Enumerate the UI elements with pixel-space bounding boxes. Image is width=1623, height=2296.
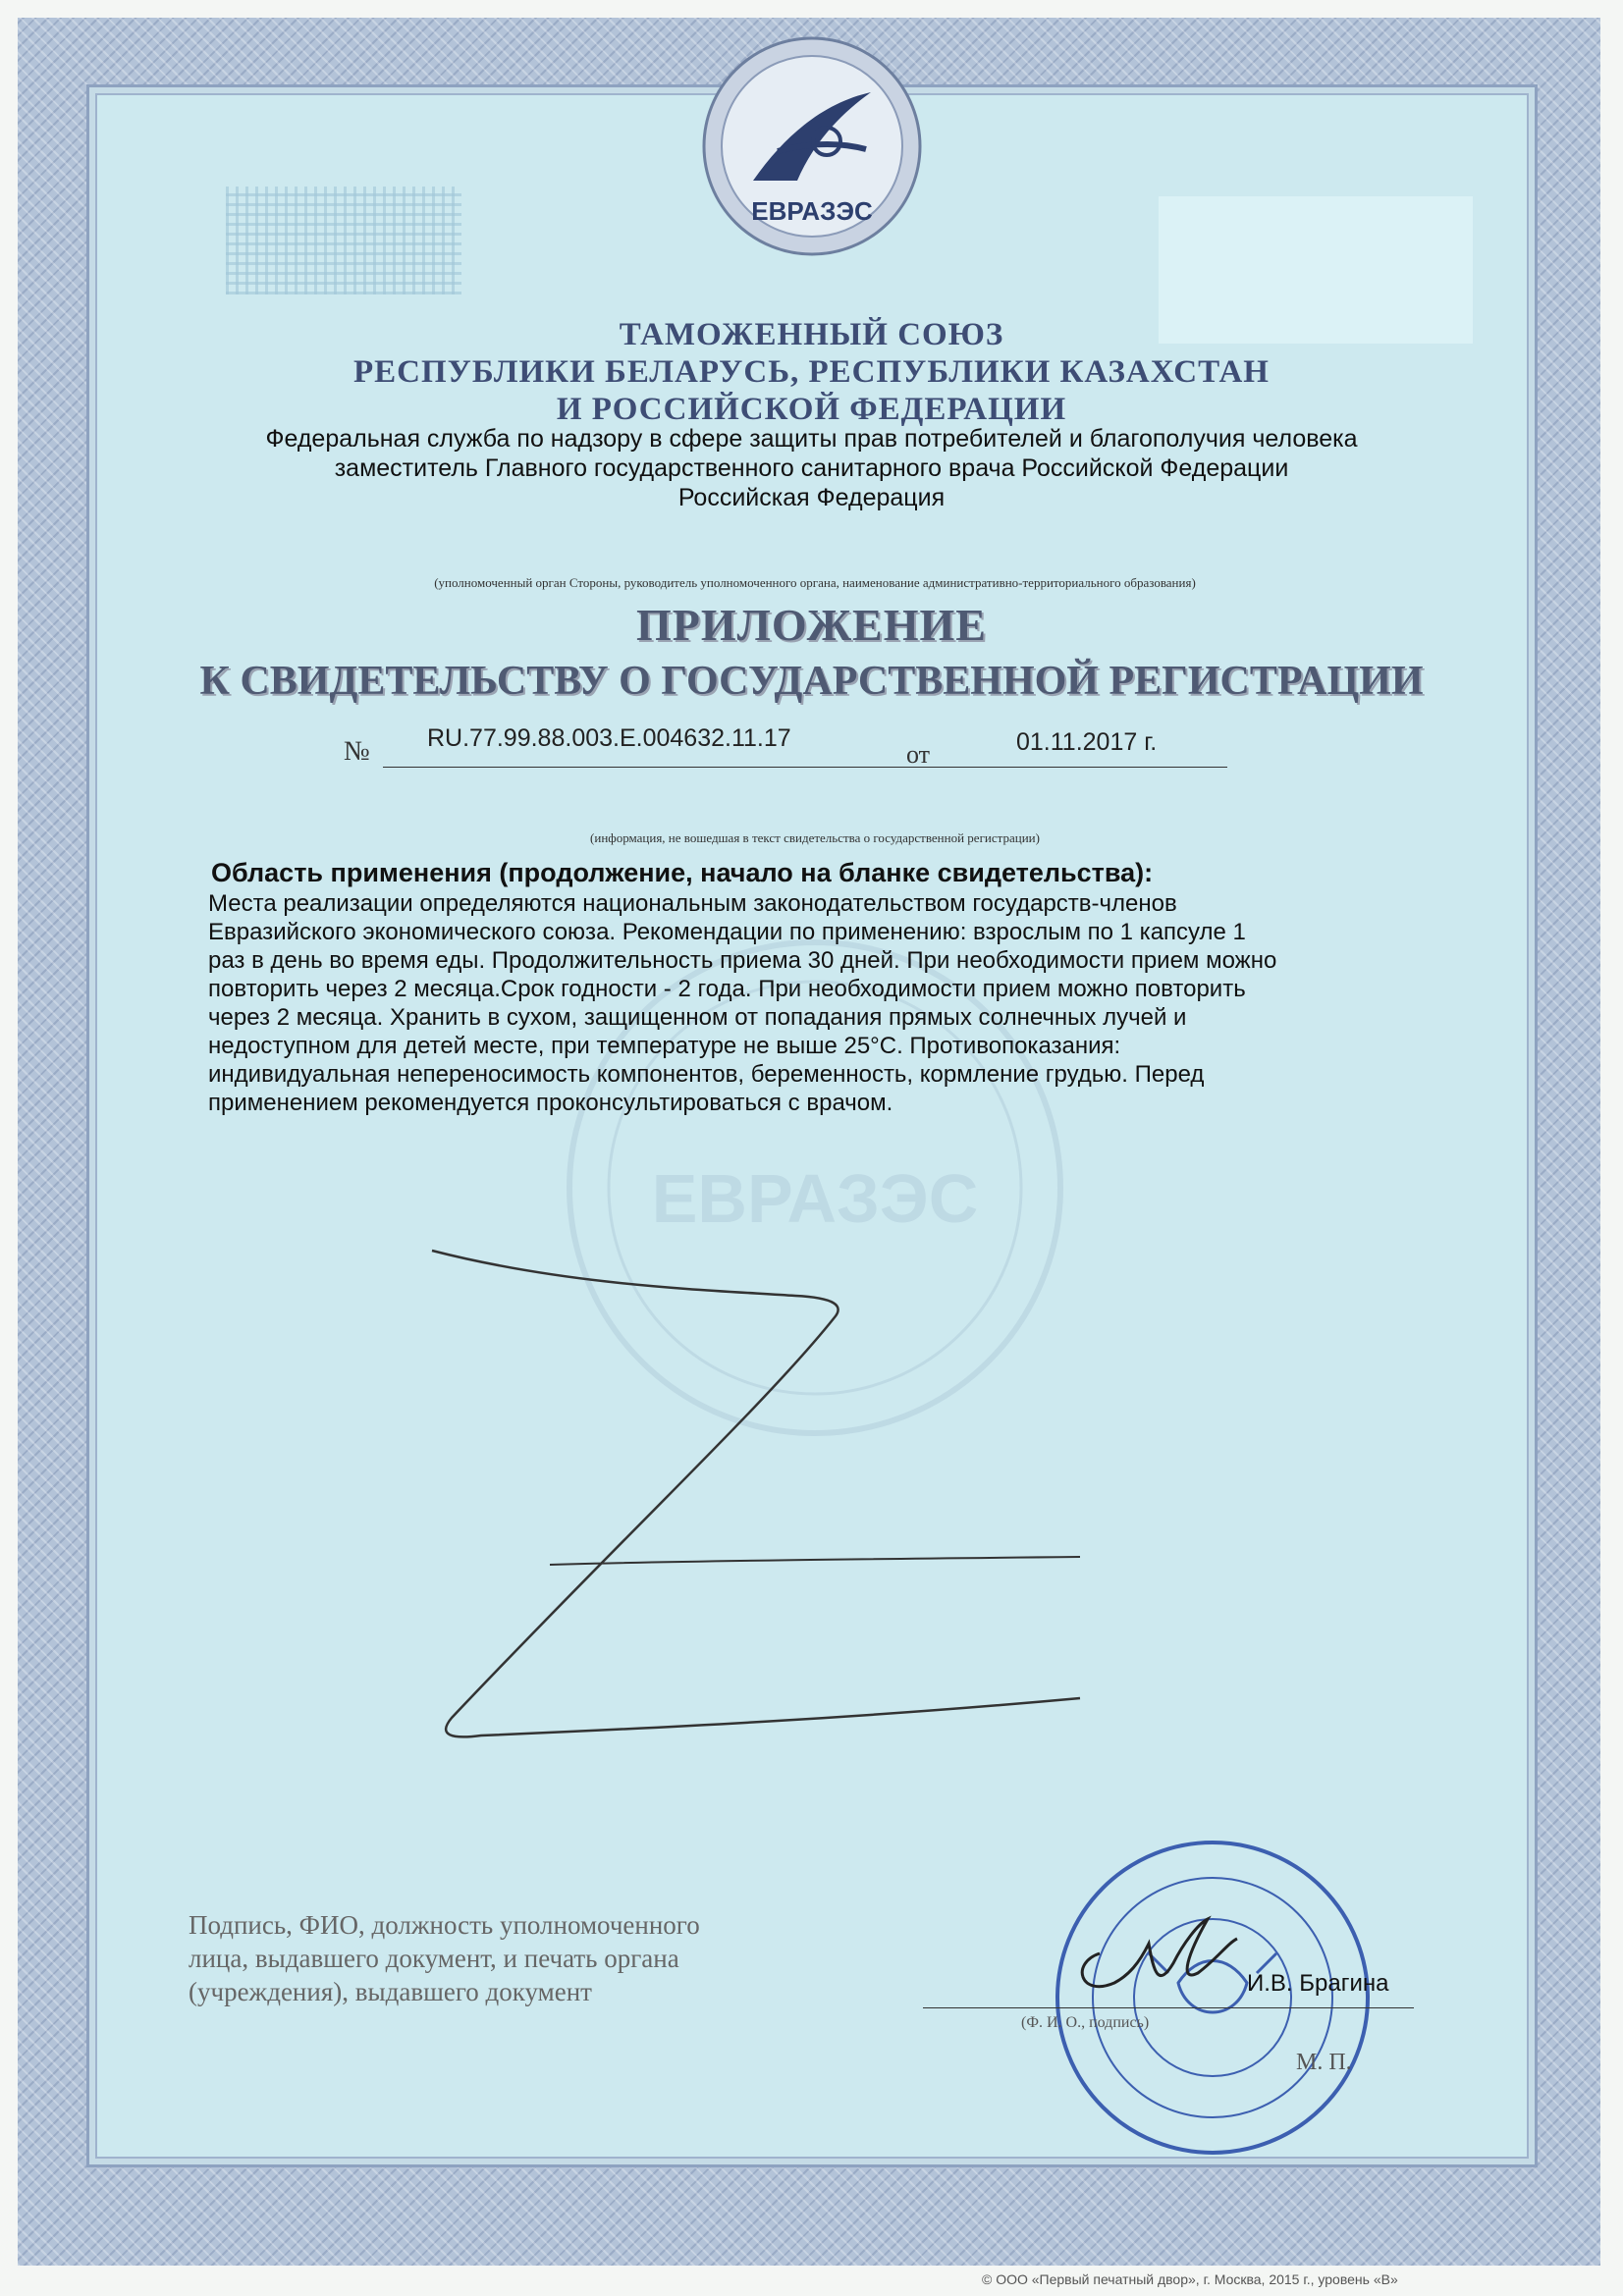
scope-body: Места реализации определяются национальным законодательством государств-членов Евразийского экономического союза. Рекомендации по применению: взрослым по 1 капсуле 1 раз в день во время еды. Продолжительность приема 30 дней. При необходимости прием можно повторить через 2 месяца.Срок годности - 2 года. При необходимости прием можно повторить через 2 месяца. Хранить в сухом, защищенном от попадания прямых солнечных лучей и недоступном для детей месте, при температуре не выше 25°С. Противопоказания: индивидуальная непереносимость компонентов, беременность, кормление грудью. Перед применением рекомендуется проконсультироваться с врачом.: [208, 890, 1277, 1116]
document-title: ПРИЛОЖЕНИЕ: [636, 600, 987, 650]
number-label: №: [344, 736, 370, 767]
signature-note: Подпись, ФИО, должность уполномоченного лица, выдавшего документ, и печать органа (учреждения), выдавшего документ: [189, 1910, 700, 2006]
registration-caption: (информация, не вошедшая в текст свидетельства о государственной регистрации): [590, 830, 1040, 845]
signer-name: И.В. Брагина: [1247, 1970, 1389, 1997]
union-title: [137, 316, 1486, 428]
authority-block: [137, 424, 1486, 512]
authority-line: Российская Федерация: [677, 484, 946, 511]
scope-title: Область применения (продолжение, начало на бланке свидетельства):: [211, 858, 1154, 887]
date-label: от: [906, 740, 931, 769]
registration-row: [334, 724, 1296, 774]
authority-line: Федеральная служба по надзору в сфере защиты прав потребителей и благополучия человека: [265, 425, 1358, 453]
signature-line: [923, 2007, 1414, 2008]
emblem-text: ЕВРАЗЭС: [751, 196, 873, 226]
union-title-line: ТАМОЖЕННЫЙ СОЮЗ: [619, 317, 1004, 352]
union-title-line: И РОССИЙСКОЙ ФЕДЕРАЦИИ: [556, 392, 1067, 427]
document-subtitle: К СВИДЕТЕЛЬСТВУ О ГОСУДАРСТВЕННОЙ РЕГИСТРАЦИИ: [199, 659, 1424, 704]
union-title-line: РЕСПУБЛИКИ БЕЛАРУСЬ, РЕСПУБЛИКИ КАЗАХСТАН: [353, 354, 1270, 390]
signer-caption: (Ф. И. О., подпись): [1021, 2014, 1150, 2031]
handwritten-signature-icon: [1060, 1904, 1247, 2012]
registration-date: 01.11.2017 г.: [1016, 728, 1158, 756]
printer-footer: © ООО «Первый печатный двор», г. Москва, 2015 г., уровень «В»: [982, 2271, 1398, 2287]
registration-number: RU.77.99.88.003.E.004632.11.17: [427, 724, 791, 752]
seal-caption: М. П.: [1296, 2050, 1352, 2075]
eurasec-emblem-icon: [699, 33, 925, 259]
authority-line: заместитель Главного государственного санитарного врача Российской Федерации: [334, 454, 1289, 482]
authority-caption: (уполномоченный орган Стороны, руководитель уполномоченного органа, наименование административно-территориального образования): [434, 575, 1196, 590]
watermark-text: ЕВРАЗЭС: [651, 1160, 979, 1237]
hologram-pattern-left: [226, 187, 461, 294]
cancellation-z-mark: [373, 1227, 1119, 1796]
number-underline: [383, 767, 1227, 768]
